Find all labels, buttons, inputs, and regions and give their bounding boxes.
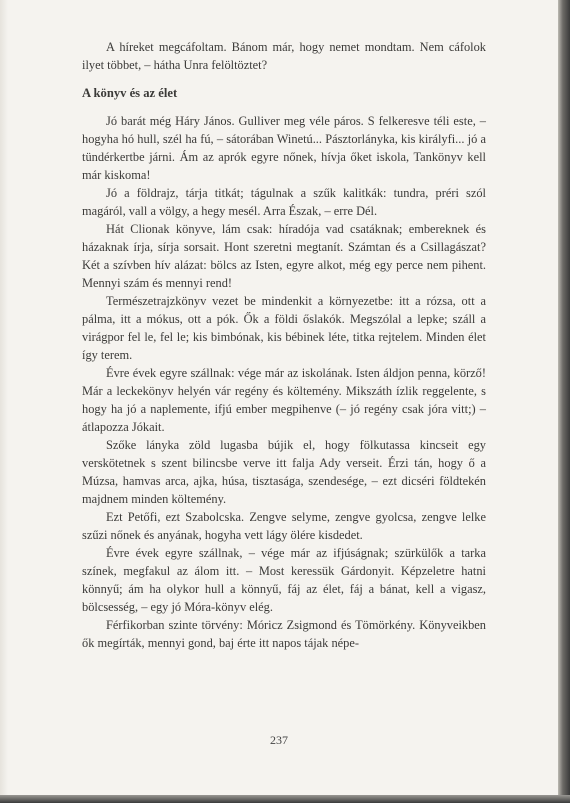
scan-edge-right — [558, 0, 570, 803]
paragraph-2: Jó a földrajz, tárja titkát; tágulnak a szűk kalitkák: tundra, préri szól magáról, vall a völgy, a hegy mesél. Arra Észak, – erre Dél. — [82, 186, 486, 218]
page-shading — [0, 0, 8, 795]
paragraph-6: Szőke lányka zöld lugasba bújik el, hogy fölkutassa kincseit egy verskötetnek s szent bilincsbe verve itt falja Ady verseit. Érzi tán, hogy ő a Múzsa, hamvas arca, ajka, húsa, tisztasága, szendesége, – ezt dicséri földtekén majdnem minden költemény. — [82, 438, 486, 506]
intro-paragraph: A híreket megcáfoltam. Bánom már, hogy nemet mondtam. Nem cáfolok ilyet többet, – hátha Unra felöltöztet? — [82, 40, 486, 72]
section-heading: A könyv és az élet — [82, 86, 178, 100]
paragraph-3: Hát Clionak könyve, lám csak: híradója vad csatáknak; embereknek és házaknak írja, sírja sorsait. Hont szeretni megtanít. Számtan és a Csillagászat? Két a szívben hív alázat: bölcs az Isten, egyre alkot, még egy perce nem pihent. Mennyi szám és mennyi rend! — [82, 222, 486, 290]
paragraph-5: Évre évek egyre szállnak: vége már az iskolának. Isten áldjon penna, körző! Már a leckekönyv helyén vár regény és költemény. Mikszáth ízlik reggelente, s hogy ha jó a naplemente, ifjú ember megpihenve (– jó regény csak jóra vitt;) – átlapozza Jókait. — [82, 366, 486, 434]
scan-edge-bottom — [0, 795, 570, 803]
paragraph-8: Évre évek egyre szállnak, – vége már az ifjúságnak; szürkülők a tarka színek, megfakul az álom itt. – Most keressük Gárdonyit. Képzeletre hatni könnyű; ám ha olykor hull a könnyű, fáj az élet, fáj a bánat, kell a vigasz, bölcsesség, – egy jó Móra-könyv elég. — [82, 546, 486, 614]
paragraph-4: Természetrajzkönyv vezet be mindenkit a környezetbe: itt a rózsa, ott a pálma, itt a mókus, ott a pók. Ők a földi őslakók. Megszólal a lepke; száll a virágpor fel le, fel le; kis bimbónak, kis bébinek léte, titka rejtelem. Minden élet így terem. — [82, 294, 486, 362]
paragraph-7: Ezt Petőfi, ezt Szabolcska. Zengve selyme, zengve gyolcsa, zengve lelke szűzi nőnek és anyának, hogyha vett lágy ölére kisdedet. — [82, 510, 486, 542]
page-number: 237 — [270, 733, 288, 747]
paragraph-1: Jó barát még Háry János. Gulliver meg véle páros. S felkeresve téli este, – hogyha hó hull, szél ha fú, – sátorában Winetú... Pásztorlányka, kis királyfi... jó a tündérkertbe járni. Ám az aprók egyre nőnek, hívja őket iskola, Tankönyv kell már kiskoma! — [82, 114, 486, 182]
paragraph-9: Férfikorban szinte törvény: Móricz Zsigmond és Tömörkény. Könyveikben ők megírták, mennyi gond, baj érte itt napos tájak népe- — [82, 618, 486, 650]
page-text-block — [82, 38, 486, 652]
